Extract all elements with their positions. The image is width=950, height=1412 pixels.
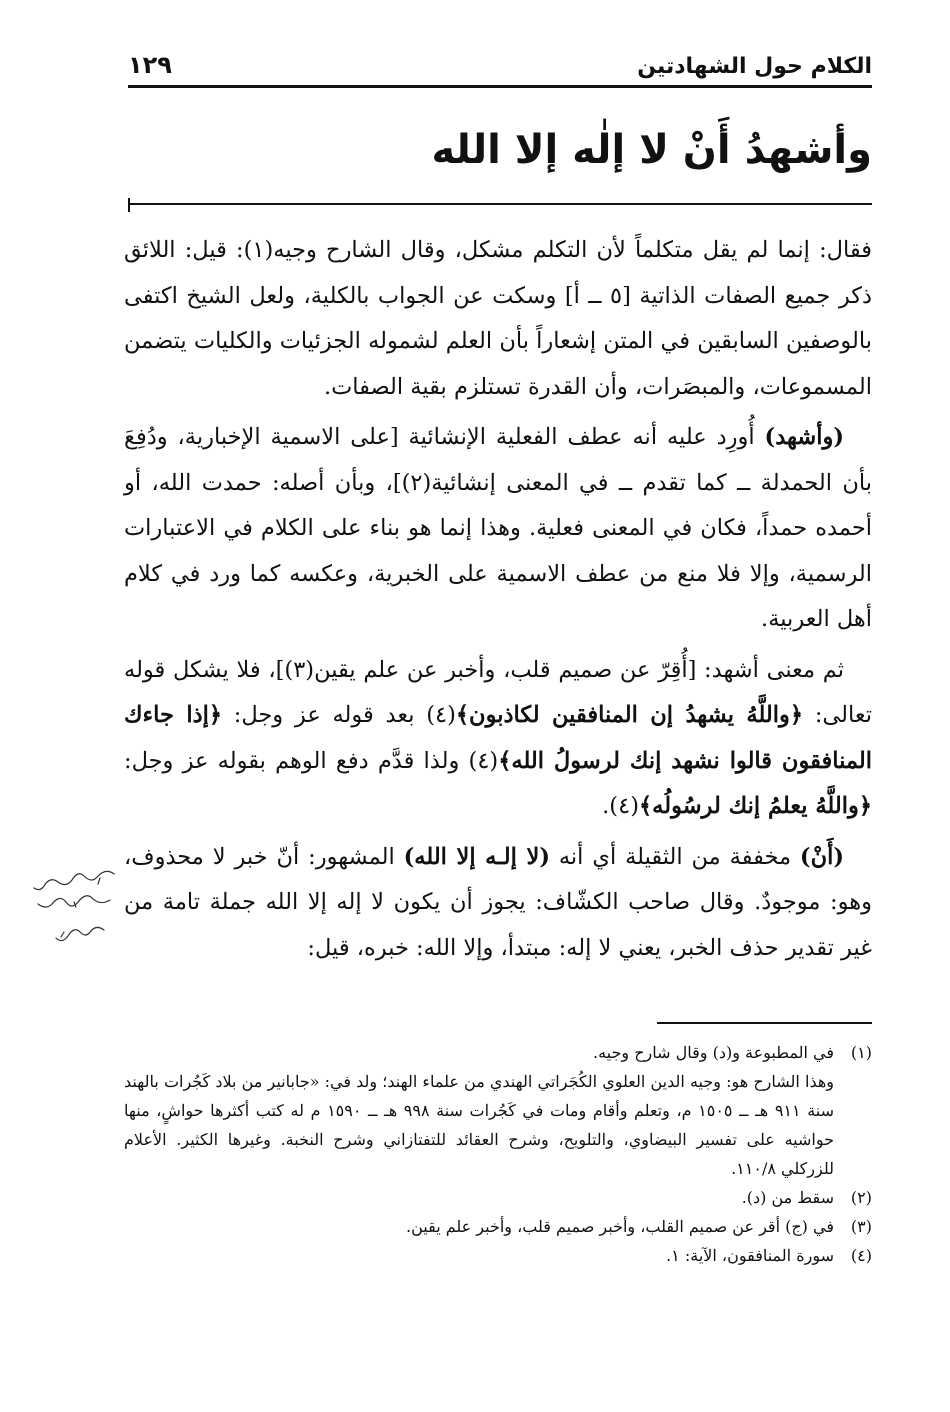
footnote-number xyxy=(842,1067,872,1183)
paragraph: فقال: إنما لم يقل متكلماً لأن التكلم مشكل، وقال الشارح وجيه(١): قيل: اللائق ذكر جميع الصفات الذاتية [٥ ــ أ] وسكت عن الجواب بالكلية، ولعل الشيخ اكتفى بالوصفين السابقين في المتن إشعاراً بأن العلم لشموله الجزئيات والكليات يتضمن المسموعات، والمبصَرات، وأن القدرة تستلزم بقية الصفات. xyxy=(124,237,872,400)
body-text xyxy=(124,228,872,976)
footnote xyxy=(124,1038,872,1067)
footnote xyxy=(124,1212,872,1241)
footnote-text: وهذا الشارح هو: وجيه الدين العلوي الكُجَراتي الهندي من علماء الهند؛ ولد في: «جابانير من بلاد كَجُرات بالهند سنة ٩١١ هـ ــ ١٥٠٥ م، وتعلم وأقام ومات في كَجُرات سنة ٩٩٨ هـ ــ ١٥٩٠ م له كتب أكثرها حواشٍ، منها حواشيه على تفسير البيضاوي، والتلويح، وشرح العقائد للتفتازاني وشرح النخبة. وغيرها الكثير. الأعلام للزركلي ١١٠/٨. xyxy=(124,1072,835,1178)
footnote-text: سورة المنافقون، الآية: ١. xyxy=(666,1246,834,1265)
running-header xyxy=(128,40,872,88)
handwritten-margin-note xyxy=(4,860,120,970)
footnote xyxy=(124,1067,872,1183)
lead-term: (وأشهد) xyxy=(764,424,844,450)
paragraph-text: ثم معنى أشهد: [أُقِرّ عن صميم قلب، وأخبر عن علم يقين(٣)]، فلا يشكل قوله تعالى: xyxy=(124,656,872,728)
paragraph-text: المشهور: أنّ خبر لا محذوف، وهو: موجودٌ. وقال صاحب الكشّاف: يجوز أن يكون لا إله إلا الله جملة تامة من غير تقدير حذف الخبر، يعني لا إله: مبتدأ، وإلا الله: خبره، قيل: xyxy=(124,843,872,961)
footnote xyxy=(124,1183,872,1212)
paragraph xyxy=(124,648,872,830)
footnote-number: (٣) xyxy=(850,1217,872,1236)
paragraph xyxy=(124,415,872,643)
footnote-text: في (ج) أقر عن صميم القلب، وأخبر صميم قلب، وأخبر علم يقين. xyxy=(406,1217,834,1236)
footnote xyxy=(124,1241,872,1270)
quran-quote: ﴿إذا جاءك المنافقون قالوا نشهد إنك لرسولُ الله﴾ xyxy=(124,702,872,774)
page-number: ١٢٩ xyxy=(128,51,172,79)
footnote-number: (٤) xyxy=(850,1246,872,1265)
footnote-text: سقط من (د). xyxy=(741,1188,834,1207)
footnotes xyxy=(124,1038,872,1270)
lead-term: (أَنْ) xyxy=(799,843,844,870)
heading-rule-tick xyxy=(128,198,130,212)
paragraph-text: أُورِد عليه أنه عطف الفعلية الإنشائية [على الاسمية الإخبارية، ودُفِعَ بأن الحمدلة ــ كما تقدم ــ في المعنى إنشائية(٢)]، وبأن أصله: حمدت الله، أو أحمده حمداً، فكان في المعنى فعلية. وهذا إنما هو بناء على الكلام في الاعتبارات الرسمية، وإلا فلا منع من عطف الاسمية على الخبرية، وعكسه كما ورد في كلام أهل العربية. xyxy=(124,424,872,632)
quran-quote: ﴿واللَّهُ يعلمُ إنك لرسُولُه﴾ xyxy=(638,793,872,819)
footnote-number: (١) xyxy=(850,1043,872,1062)
footnote-text: في المطبوعة و(د) وقال شارح وجيه. xyxy=(593,1043,834,1062)
paragraph-text: (٤) ولذا قدَّم دفع الوهم بقوله عز وجل: xyxy=(124,747,499,774)
running-title: الكلام حول الشهادتين xyxy=(637,54,872,79)
quran-quote: ﴿واللَّهُ يشهدُ إن المنافقين لكاذبون﴾ xyxy=(455,702,804,728)
paragraph-text: (٤). xyxy=(602,793,639,819)
paragraph-text: (٤) بعد قوله عز وجل: xyxy=(222,702,456,728)
paragraph xyxy=(124,835,872,972)
footnote-number: (٢) xyxy=(850,1188,872,1207)
shahada-phrase: (لا إلـه إلا الله) xyxy=(403,843,550,870)
footnote-rule xyxy=(657,1022,872,1024)
section-heading: وأشهدُ أَنْ لا إلٰه إلا الله xyxy=(431,127,872,173)
paragraph-text: مخففة من الثقيلة أي أنه xyxy=(549,843,800,870)
heading-rule xyxy=(128,203,872,205)
